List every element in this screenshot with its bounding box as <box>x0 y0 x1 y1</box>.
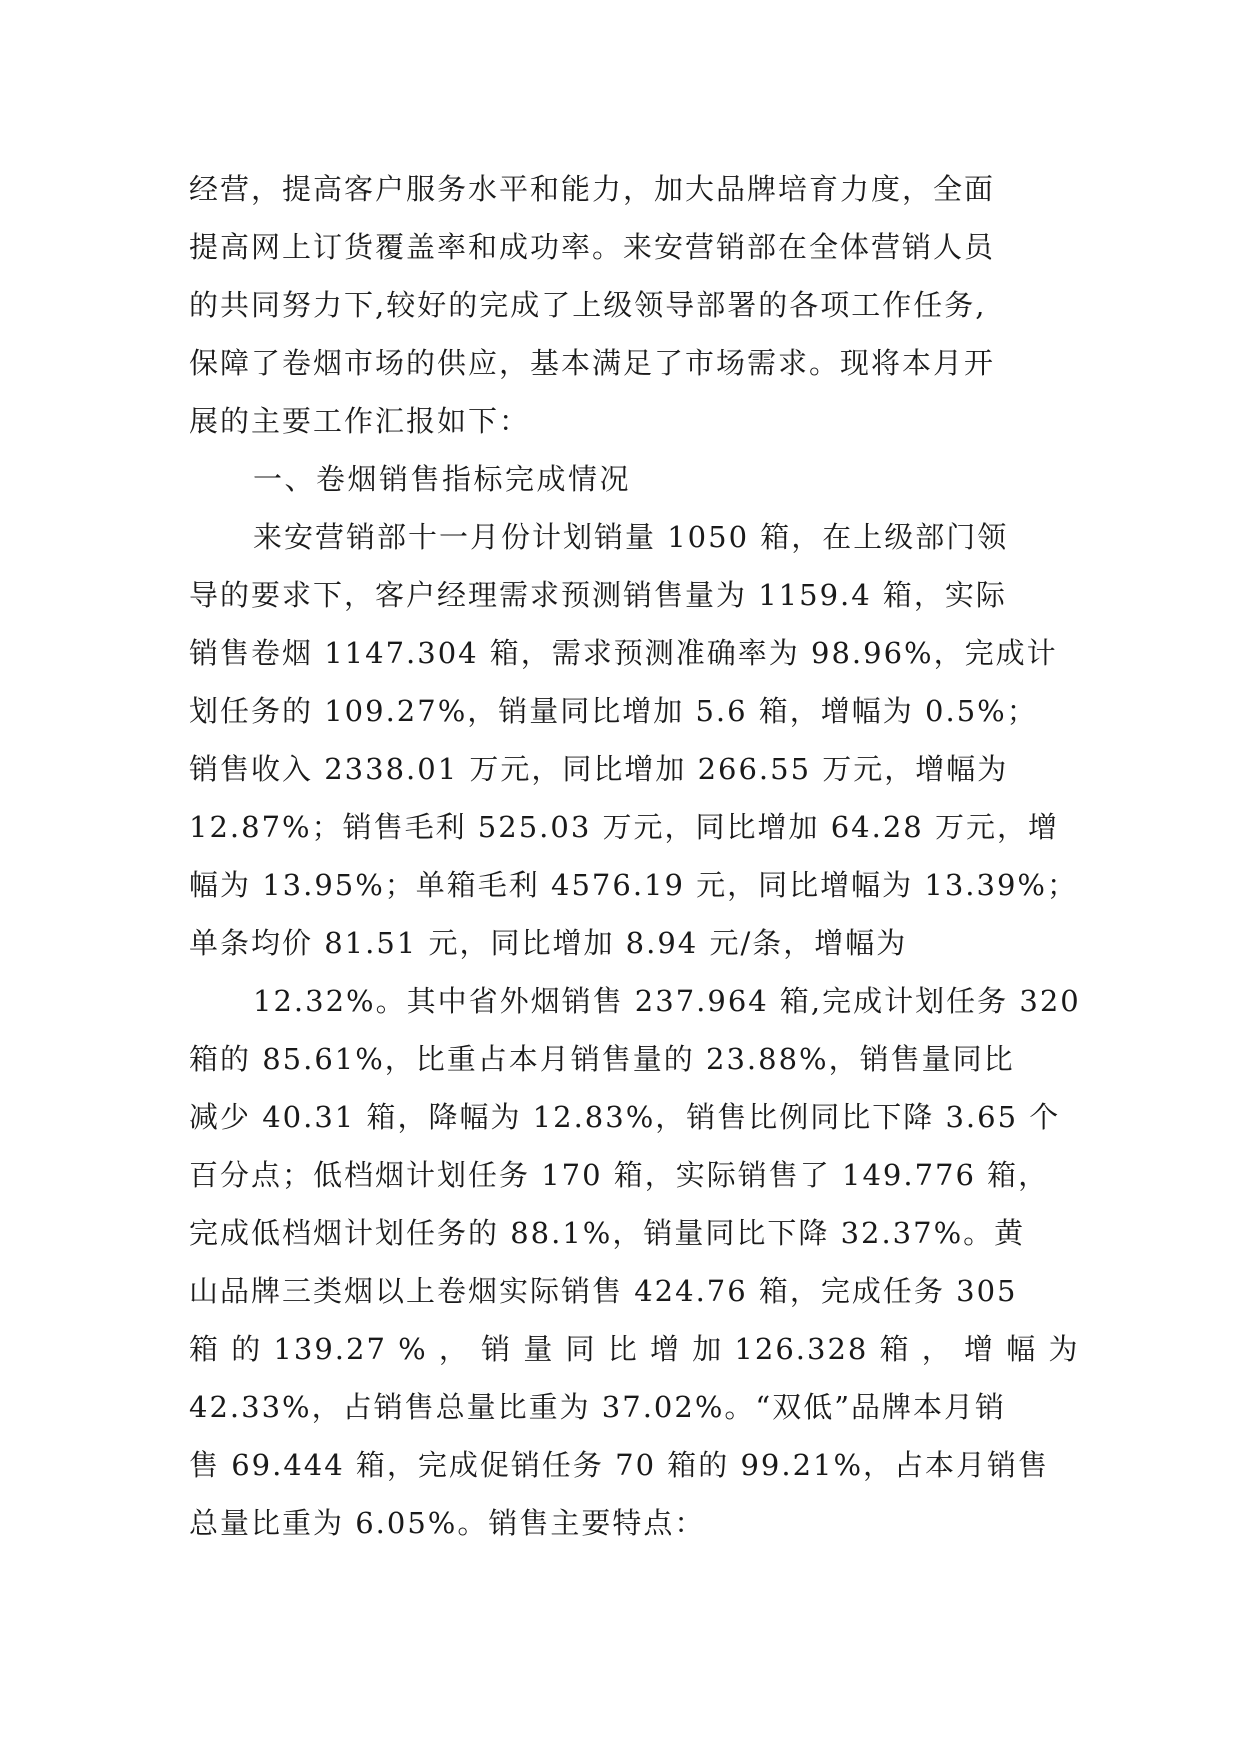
body-line: 划任务的 109.27%，销量同比增加 5.6 箱，增幅为 0.5%； <box>189 694 1038 728</box>
section-heading: 一、卷烟销售指标完成情况 <box>253 462 632 496</box>
body-line: 42.33%，占销售总量比重为 37.02%。“双低”品牌本月销 <box>189 1390 1007 1424</box>
body-line: 总量比重为 6.05%。销售主要特点： <box>189 1506 706 1540</box>
body-line: 销售收入 2338.01 万元，同比增加 266.55 万元，增幅为 <box>189 752 1009 786</box>
body-line: 减少 40.31 箱，降幅为 12.83%，销售比例同比下降 3.65 个 <box>189 1100 1061 1134</box>
body-line: 销售卷烟 1147.304 箱，需求预测准确率为 98.96%，完成计 <box>189 636 1058 670</box>
body-line: 幅为 13.95%；单箱毛利 4576.19 元，同比增幅为 13.39%； <box>189 868 1078 902</box>
body-line: 山品牌三类烟以上卷烟实际销售 424.76 箱，完成任务 305 <box>189 1274 1018 1308</box>
body-line: 完成低档烟计划任务的 88.1%，销量同比下降 32.37%。黄 <box>189 1216 1026 1250</box>
document-body <box>189 160 1081 1552</box>
body-line: 百分点；低档烟计划任务 170 箱，实际销售了 149.776 箱， <box>189 1158 1050 1192</box>
paragraph-first-line: 12.32%。其中省外烟销售 237.964 箱,完成计划任务 320 <box>253 984 1081 1018</box>
paragraph-first-line: 来安营销部十一月份计划销量 1050 箱，在上级部门领 <box>253 520 1009 554</box>
body-line: 导的要求下，客户经理需求预测销售量为 1159.4 箱，实际 <box>189 578 1007 612</box>
body-line: 箱 的 139.27 % ， 销 量 同 比 增 加 126.328 箱 ， 增 幅 为 <box>189 1332 1080 1366</box>
body-line: 箱的 85.61%，比重占本月销售量的 23.88%，销售量同比 <box>189 1042 1015 1076</box>
body-line: 12.87%；销售毛利 525.03 万元，同比增加 64.28 万元，增 <box>189 810 1059 844</box>
body-line: 提高网上订货覆盖率和成功率。来安营销部在全体营销人员 <box>189 230 996 264</box>
body-line: 的共同努力下,较好的完成了上级领导部署的各项工作任务, <box>189 288 987 322</box>
body-line: 展的主要工作汇报如下： <box>189 404 531 438</box>
body-line: 保障了卷烟市场的供应，基本满足了市场需求。现将本月开 <box>189 346 996 380</box>
body-line: 经营，提高客户服务水平和能力，加大品牌培育力度，全面 <box>189 172 996 206</box>
body-line: 售 69.444 箱，完成促销任务 70 箱的 99.21%，占本月销售 <box>189 1448 1050 1482</box>
body-line: 单条均价 81.51 元，同比增加 8.94 元/条，增幅为 <box>189 926 908 960</box>
